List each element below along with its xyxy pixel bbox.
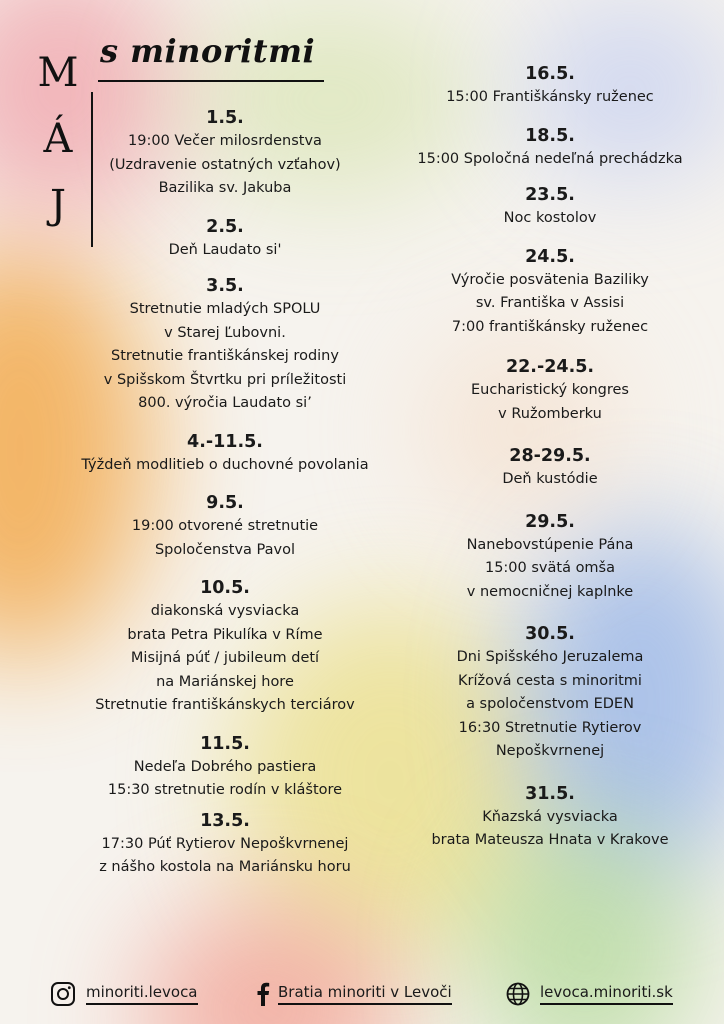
event-line: 15:30 stretnutie rodín v kláštore <box>107 782 343 798</box>
event-date: 11.5. <box>200 733 250 754</box>
event-line: z nášho kostola na Mariánsku horu <box>99 859 351 875</box>
event-date: 2.5. <box>206 216 244 237</box>
event-line: Stretnutie františkánskych terciárov <box>95 697 355 713</box>
event-line: Misijná púť / jubileum detí <box>130 650 320 666</box>
event-line: Kňazská vysviacka <box>482 808 618 825</box>
event-line: a spoločenstvom EDEN <box>466 696 634 712</box>
event-line: 19:00 otvorené stretnutie <box>131 518 319 534</box>
event-item <box>400 510 700 605</box>
instagram-icon <box>50 981 76 1007</box>
event-date: 30.5. <box>525 624 575 644</box>
event-line: Nanebovstúpenie Pána <box>466 536 634 553</box>
event-line: v Ružomberku <box>498 405 602 422</box>
event-item <box>70 732 380 803</box>
event-date: 28-29.5. <box>509 446 591 466</box>
event-item <box>400 355 700 426</box>
event-line: brata Mateusza Hnata v Krakove <box>431 832 669 848</box>
event-date: 1.5. <box>206 108 244 128</box>
event-line: brata Petra Pikulíka v Ríme <box>127 626 323 643</box>
globe-icon <box>506 982 530 1006</box>
event-item <box>400 124 700 172</box>
title-underline <box>98 80 324 82</box>
event-line: 19:00 Večer milosrdenstva <box>128 133 322 149</box>
event-date: 16.5. <box>525 64 575 84</box>
event-item <box>400 622 700 764</box>
event-date: 31.5. <box>525 783 575 804</box>
event-line: 17:30 Púť Rytierov Nepoškvrnenej <box>101 835 349 852</box>
event-item <box>400 183 700 231</box>
event-line: Výročie posvätenia Baziliky <box>451 271 649 288</box>
event-item <box>400 62 700 110</box>
event-line: Deň kustódie <box>502 471 598 487</box>
event-item <box>70 576 380 718</box>
facebook-icon <box>256 982 270 1006</box>
event-date: 22.-24.5. <box>505 357 595 377</box>
event-line: diakonská vysviacka <box>150 603 300 619</box>
event-item <box>70 430 380 478</box>
event-item <box>400 444 700 492</box>
event-line: 16:30 Stretnutie Rytierov <box>458 719 642 736</box>
month-letter: J <box>49 182 67 228</box>
event-line: 15:00 Spoločná nedeľná prechádzka <box>417 150 683 167</box>
month-letter: M <box>37 50 79 96</box>
event-item <box>70 215 380 263</box>
website-link[interactable] <box>506 974 673 1014</box>
event-line: 15:00 svätá omša <box>484 560 616 576</box>
event-line: 7:00 františkánsky ruženec <box>451 318 649 335</box>
event-line: Spoločenstva Pavol <box>154 541 296 558</box>
event-date: 13.5. <box>200 810 250 831</box>
event-item <box>70 809 380 880</box>
event-date: 29.5. <box>525 511 575 532</box>
instagram-link[interactable] <box>50 974 198 1014</box>
event-line: v Starej Ľubovni. <box>164 324 286 341</box>
event-date: 9.5. <box>206 493 244 513</box>
facebook-page: Bratia minoriti v Levoči <box>278 983 452 1005</box>
event-line: na Mariánskej hore <box>156 673 294 690</box>
event-date: 4.-11.5. <box>187 431 263 452</box>
event-line: Noc kostolov <box>503 210 597 226</box>
page-title: s minoritmi <box>100 32 316 70</box>
event-item <box>70 491 380 562</box>
event-item <box>70 106 380 201</box>
event-line: Dni Spišského Jeruzalema <box>456 649 644 665</box>
month-letter: Á <box>43 116 73 162</box>
event-line: v Spišskom Štvrtku pri príležitosti <box>103 371 347 388</box>
event-line: (Uzdravenie ostatných vzťahov) <box>109 156 341 173</box>
event-line: 15:00 Františkánsky ruženec <box>446 89 654 105</box>
footer <box>0 974 724 1014</box>
event-line: Krížová cesta s minoritmi <box>458 672 642 689</box>
event-date: 24.5. <box>525 246 575 267</box>
event-line: Deň Laudato si' <box>168 241 282 258</box>
event-line: Stretnutie mladých SPOLU <box>129 301 321 317</box>
event-line: Nepoškvrnenej <box>495 743 605 759</box>
event-item <box>70 274 380 416</box>
website-url: levoca.minoriti.sk <box>540 983 673 1005</box>
facebook-link[interactable] <box>256 974 452 1014</box>
instagram-handle: minoriti.levoca <box>86 983 198 1005</box>
event-line: Bazilika sv. Jakuba <box>158 180 292 196</box>
left-event-column <box>70 106 380 880</box>
event-line: Eucharistický kongres <box>471 382 629 398</box>
event-line: sv. Františka v Assisi <box>475 295 625 311</box>
event-date: 23.5. <box>525 185 575 205</box>
event-item <box>400 245 700 340</box>
event-date: 18.5. <box>525 125 575 146</box>
event-line: Týždeň modlitieb o duchovné povolania <box>81 456 369 473</box>
event-date: 3.5. <box>206 276 244 296</box>
event-line: Nedeľa Dobrého pastiera <box>133 758 317 775</box>
event-line: 800. výročia Laudato si’ <box>138 395 312 411</box>
event-line: Stretnutie františkánskej rodiny <box>111 348 339 364</box>
event-item <box>400 782 700 853</box>
event-date: 10.5. <box>200 578 250 598</box>
event-line: v nemocničnej kaplnke <box>466 583 634 600</box>
right-event-column <box>400 62 700 853</box>
